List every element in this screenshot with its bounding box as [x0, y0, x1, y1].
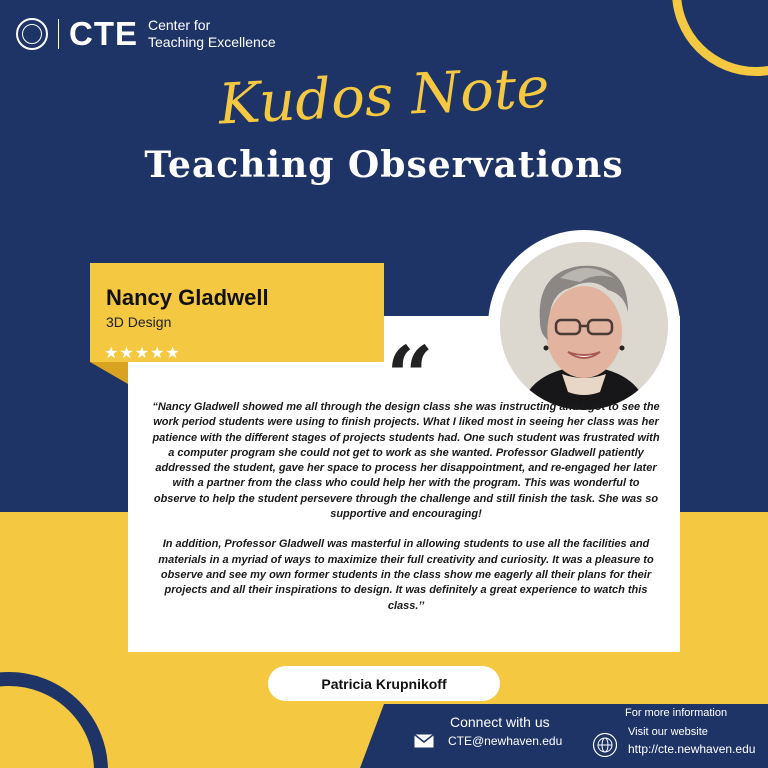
center-name: Center for Teaching Excellence [148, 17, 276, 50]
contact-panel-edge [360, 704, 384, 768]
quote-mark-icon: “ [386, 329, 434, 425]
cte-logo-text: CTE [69, 15, 138, 52]
envelope-icon [414, 734, 434, 748]
more-info-label: For more information [625, 707, 728, 719]
name-tag-fold [90, 362, 128, 384]
testimonial-paragraph-1: “Nancy Gladwell showed me all through the design class she was instructing and I got to see the work period students were using to finish projects. What I liked most in seeing her class was her patience with the different stages of projects students had. One such student was frustrated with a computer program she could not get to work as she wanted. Professor Gladwell patiently addressed the student, gave her space to process her disappointment, and re-engaged her later with a partner from the class who could help her with the program. This was wonderful to observe to help the student persevere through the challenge and still finish the task. She was so supportive and encouraging! [152, 401, 660, 521]
testimonial-paragraph-2: In addition, Professor Gladwell was masterful in allowing students to use all the facilities and materials in a myriad of ways to maximize their full creativity and curiosity. It was a pleasure to observe and see my own former students in the class show me eagerly all their plans for their projects and all their inspirations to design. It was definitely a great experience to watch this class.’’ [158, 538, 654, 612]
globe-icon [592, 732, 618, 758]
website-link[interactable]: http://cte.newhaven.edu [628, 742, 756, 756]
header-divider [58, 19, 59, 49]
instructor-subject: 3D Design [106, 314, 172, 330]
name-tag [90, 263, 384, 362]
portrait-illustration [500, 242, 668, 410]
instructor-name: Nancy Gladwell [106, 285, 269, 310]
portrait-photo [500, 242, 668, 410]
connect-label: Connect with us [450, 714, 550, 730]
contact-panel [384, 704, 768, 768]
rating-stars: ★★★★★ [104, 345, 181, 362]
visit-website-label: Visit our website [628, 726, 708, 738]
contact-email[interactable]: CTE@newhaven.edu [448, 734, 563, 748]
testimonial-text [150, 400, 662, 614]
university-seal-icon [16, 18, 48, 50]
kudos-script-title: Kudos Note [216, 55, 552, 138]
header [16, 14, 276, 54]
page-title: Teaching Observations [144, 144, 624, 186]
author-name: Patricia Krupnikoff [268, 666, 500, 701]
